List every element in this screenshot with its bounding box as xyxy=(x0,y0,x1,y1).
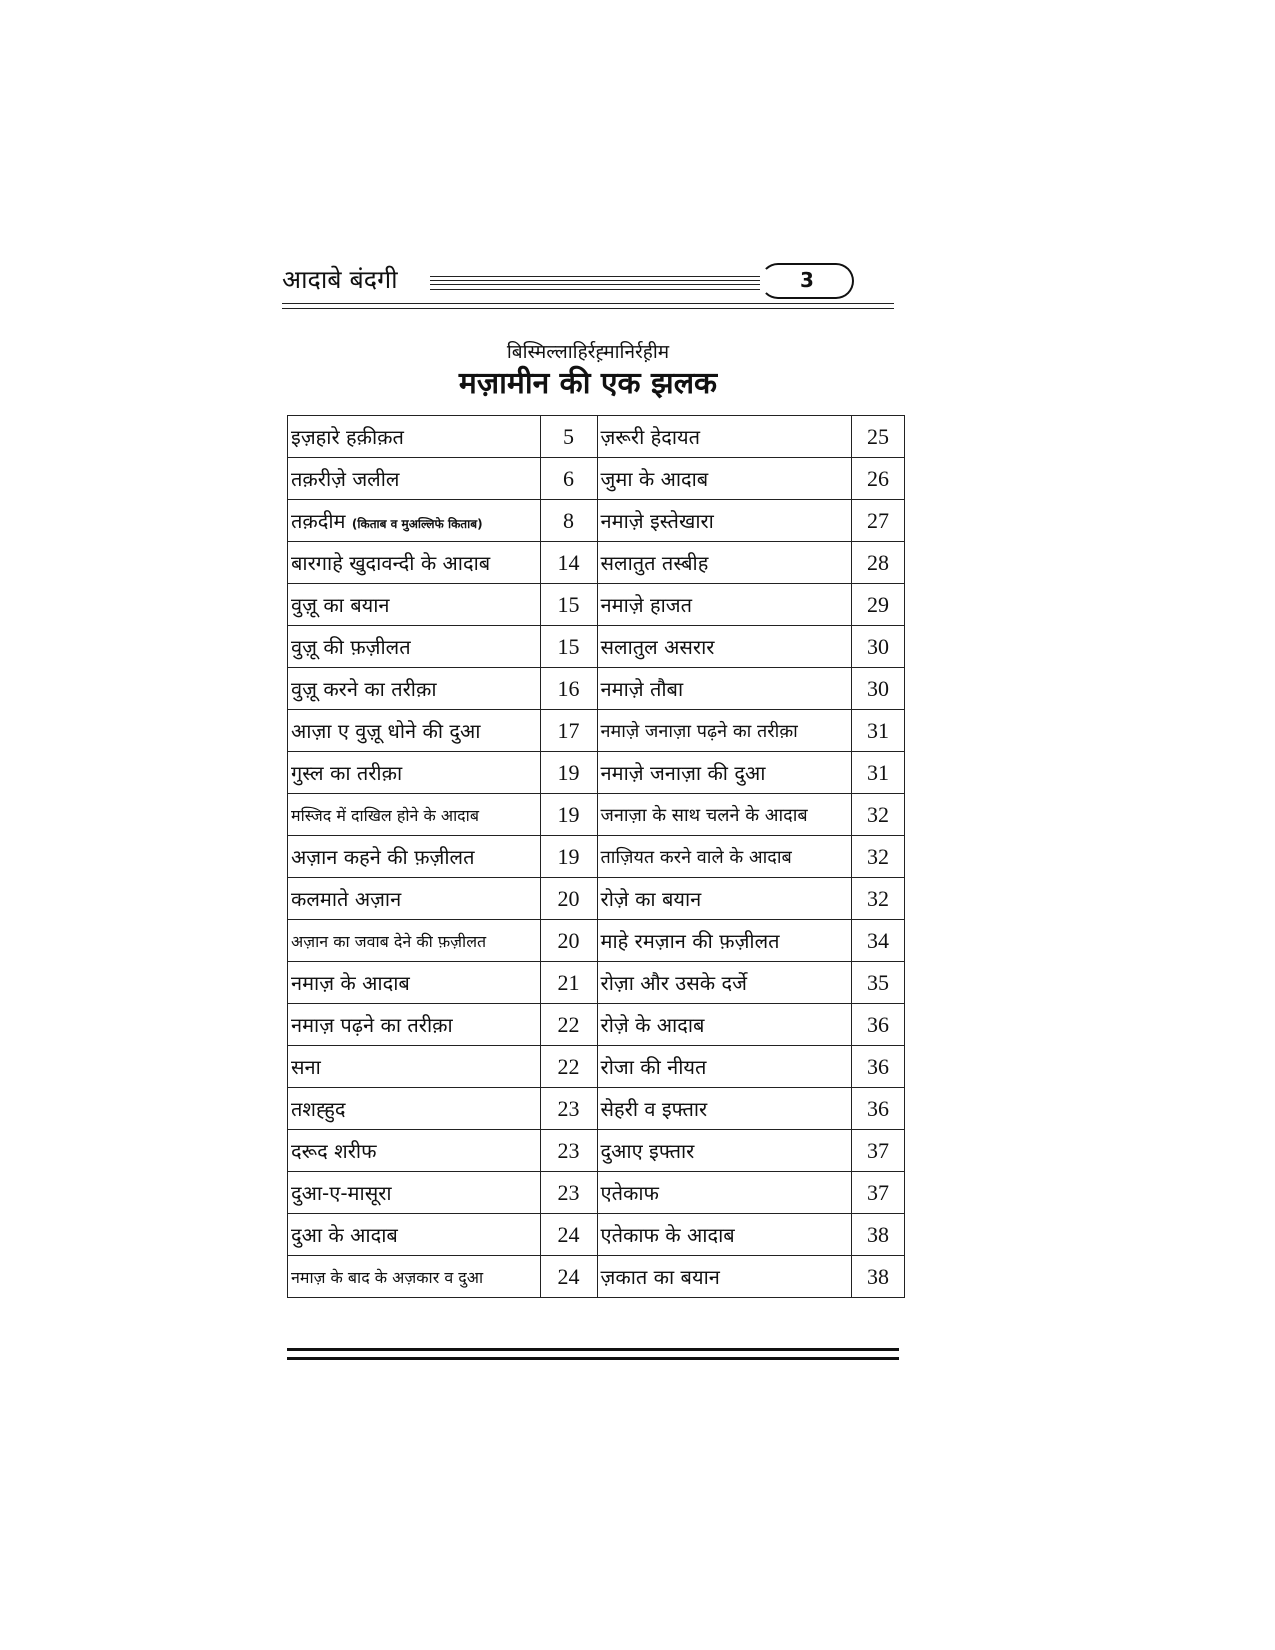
table-of-contents xyxy=(287,415,905,1298)
table-row xyxy=(288,878,905,920)
table-row xyxy=(288,500,905,542)
toc-right-title: सलातुल असरार xyxy=(597,626,852,668)
table-row xyxy=(288,668,905,710)
toc-right-page: 27 xyxy=(852,500,905,542)
page-heading: मज़ामीन की एक झलक xyxy=(458,366,718,401)
toc-right-page: 32 xyxy=(852,794,905,836)
toc-right-title: नमाज़े हाजत xyxy=(597,584,852,626)
table-row xyxy=(288,584,905,626)
toc-left-page: 23 xyxy=(540,1172,597,1214)
toc-right-title: माहे रमज़ान की फ़ज़ीलत xyxy=(597,920,852,962)
toc-left-subtitle: (किताब व मुअल्लिफे किताब) xyxy=(351,517,483,531)
table-row xyxy=(288,710,905,752)
toc-right-page: 36 xyxy=(852,1088,905,1130)
toc-right-title: दुआए इफ्तार xyxy=(597,1130,852,1172)
header-decorative-lines xyxy=(430,276,760,290)
toc-right-title: नमाज़े जनाज़ा पढ़ने का तरीक़ा xyxy=(597,710,852,752)
toc-right-title: सेहरी व इफ्तार xyxy=(597,1088,852,1130)
toc-right-title: एतेकाफ के आदाब xyxy=(597,1214,852,1256)
toc-left-title: कलमाते अज़ान xyxy=(288,878,541,920)
toc-left-page: 22 xyxy=(540,1004,597,1046)
toc-left-page: 22 xyxy=(540,1046,597,1088)
toc-left-title-cell xyxy=(288,500,541,542)
table-row xyxy=(288,458,905,500)
table-row xyxy=(288,1046,905,1088)
footer-double-rule xyxy=(287,1348,899,1360)
toc-right-page: 30 xyxy=(852,626,905,668)
toc-left-page: 23 xyxy=(540,1130,597,1172)
toc-right-title: एतेकाफ xyxy=(597,1172,852,1214)
toc-left-title: वुज़ू करने का तरीक़ा xyxy=(288,668,541,710)
toc-left-page: 5 xyxy=(540,416,597,458)
toc-right-title: ताज़ियत करने वाले के आदाब xyxy=(597,836,852,878)
toc-left-title: आज़ा ए वुज़ू धोने की दुआ xyxy=(288,710,541,752)
toc-left-title: नमाज़ पढ़ने का तरीक़ा xyxy=(288,1004,541,1046)
toc-left-page: 24 xyxy=(540,1214,597,1256)
page-number: 3 xyxy=(800,268,814,292)
toc-right-page: 28 xyxy=(852,542,905,584)
toc-left-title: सना xyxy=(288,1046,541,1088)
toc-left-page: 6 xyxy=(540,458,597,500)
table-row xyxy=(288,794,905,836)
toc-left-page: 20 xyxy=(540,920,597,962)
toc-left-page: 8 xyxy=(540,500,597,542)
toc-right-title: नमाज़े इस्तेखारा xyxy=(597,500,852,542)
toc-left-page: 19 xyxy=(540,752,597,794)
book-title: आदाबे बंदगी xyxy=(282,265,398,294)
toc-body xyxy=(288,416,905,1298)
table-row xyxy=(288,626,905,668)
toc-right-page: 36 xyxy=(852,1046,905,1088)
toc-left-page: 21 xyxy=(540,962,597,1004)
toc-left-title: नमाज़ के बाद के अज़कार व दुआ xyxy=(288,1256,541,1298)
toc-right-page: 31 xyxy=(852,752,905,794)
toc-left-title: मस्जिद में दाखिल होने के आदाब xyxy=(288,794,541,836)
toc-right-title: जुमा के आदाब xyxy=(597,458,852,500)
bismillah: बिस्मिल्लाहिर्रह़्मानिर्रह़ीम xyxy=(506,341,670,363)
toc-right-page: 31 xyxy=(852,710,905,752)
table-row xyxy=(288,1214,905,1256)
toc-right-title: रोजा की नीयत xyxy=(597,1046,852,1088)
toc-right-page: 37 xyxy=(852,1130,905,1172)
toc-right-page: 34 xyxy=(852,920,905,962)
toc-right-page: 25 xyxy=(852,416,905,458)
table-row xyxy=(288,1256,905,1298)
toc-right-page: 30 xyxy=(852,668,905,710)
table-row xyxy=(288,1088,905,1130)
toc-right-page: 38 xyxy=(852,1214,905,1256)
toc-left-title: इज़हारे हक़ीक़त xyxy=(288,416,541,458)
table-row xyxy=(288,542,905,584)
toc-left-title: अज़ान कहने की फ़ज़ीलत xyxy=(288,836,541,878)
table-row xyxy=(288,416,905,458)
toc-left-page: 17 xyxy=(540,710,597,752)
toc-left-title: तक़दीम xyxy=(291,509,346,533)
toc-right-title: रोज़ा और उसके दर्जे xyxy=(597,962,852,1004)
table-row xyxy=(288,752,905,794)
toc-right-title: ज़रूरी हेदायत xyxy=(597,416,852,458)
table-row xyxy=(288,836,905,878)
toc-left-title: दुआ के आदाब xyxy=(288,1214,541,1256)
page-header xyxy=(282,256,894,316)
page-number-tab xyxy=(760,263,854,299)
toc-left-page: 23 xyxy=(540,1088,597,1130)
toc-left-title: अज़ान का जवाब देने की फ़ज़ीलत xyxy=(288,920,541,962)
toc-left-title: तक़रीज़े जलील xyxy=(288,458,541,500)
toc-right-page: 38 xyxy=(852,1256,905,1298)
toc-left-page: 16 xyxy=(540,668,597,710)
toc-right-title: जनाज़ा के साथ चलने के आदाब xyxy=(597,794,852,836)
toc-right-title: ज़कात का बयान xyxy=(597,1256,852,1298)
toc-left-page: 24 xyxy=(540,1256,597,1298)
table-row xyxy=(288,1004,905,1046)
toc-right-page: 32 xyxy=(852,836,905,878)
toc-right-title: नमाज़े तौबा xyxy=(597,668,852,710)
toc-right-title: सलातुत तस्बीह xyxy=(597,542,852,584)
toc-left-title: दुआ-ए-मासूरा xyxy=(288,1172,541,1214)
toc-left-title: वुज़ू का बयान xyxy=(288,584,541,626)
table-row xyxy=(288,920,905,962)
toc-left-page: 15 xyxy=(540,626,597,668)
toc-left-title: गुस्ल का तरीक़ा xyxy=(288,752,541,794)
toc-right-title: रोज़े के आदाब xyxy=(597,1004,852,1046)
toc-left-page: 15 xyxy=(540,584,597,626)
toc-right-title: रोज़े का बयान xyxy=(597,878,852,920)
toc-left-page: 20 xyxy=(540,878,597,920)
toc-left-title: नमाज़ के आदाब xyxy=(288,962,541,1004)
toc-right-page: 29 xyxy=(852,584,905,626)
toc-left-title: बारगाहे खुदावन्दी के आदाब xyxy=(288,542,541,584)
toc-right-page: 26 xyxy=(852,458,905,500)
toc-right-page: 37 xyxy=(852,1172,905,1214)
table-row xyxy=(288,962,905,1004)
toc-left-title: तशह्हुद xyxy=(288,1088,541,1130)
toc-right-title: नमाज़े जनाज़ा की दुआ xyxy=(597,752,852,794)
toc-left-page: 14 xyxy=(540,542,597,584)
toc-right-page: 35 xyxy=(852,962,905,1004)
table-row xyxy=(288,1172,905,1214)
header-underline xyxy=(282,303,894,309)
table-row xyxy=(288,1130,905,1172)
toc-right-page: 36 xyxy=(852,1004,905,1046)
toc-left-page: 19 xyxy=(540,836,597,878)
toc-left-title: वुज़ू की फ़ज़ीलत xyxy=(288,626,541,668)
toc-left-page: 19 xyxy=(540,794,597,836)
toc-right-page: 32 xyxy=(852,878,905,920)
toc-left-title: दरूद शरीफ xyxy=(288,1130,541,1172)
